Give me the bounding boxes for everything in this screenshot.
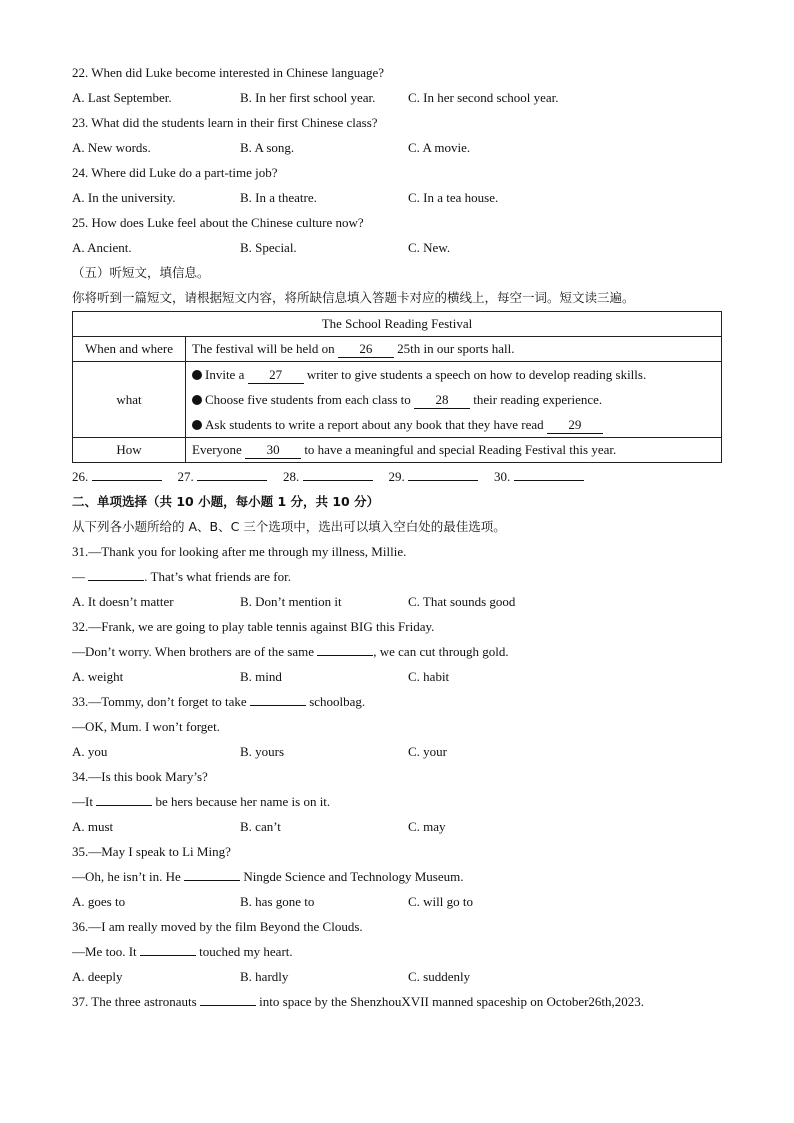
table-title: The School Reading Festival [73,312,722,337]
section-2-title: 二、单项选择（共 10 小题，每小题 1 分，共 10 分） [72,494,380,509]
option-c: C. habit [408,669,450,684]
blank [96,793,152,806]
question-37-line-1: 37. The three astronauts into space by the ShenzhouXVII manned spaceship on October26th,2023. [72,994,645,1009]
section-5-title: （五）听短文，填信息。 [72,265,210,280]
option-c: C. suddenly [408,969,471,984]
row-how-content: Everyone 30 to have a meaningful and special Reading Festival this year. [186,438,722,463]
text: 25th in our sports hall. [397,340,515,356]
question-33-options [72,739,722,764]
option-b: B. hardly [240,969,289,984]
option-c: C. In her second school year. [408,90,559,105]
question-23-stem: 23. What did the students learn in their first Chinese class? [72,115,378,130]
option-b: B. Don’t mention it [240,594,342,609]
option-b: B. In her first school year. [240,90,376,105]
question-31-options [72,589,722,614]
question-35-options [72,889,722,914]
question-32-line-1: 32.—Frank, we are going to play table tennis against BIG this Friday. [72,619,435,634]
option-a: A. It doesn’t matter [72,594,174,609]
blank [88,568,144,581]
option-b: B. Special. [240,240,297,255]
question-34-line-1: 34.—Is this book Mary’s? [72,769,208,784]
question-25-stem: 25. How does Luke feel about the Chinese culture now? [72,215,364,230]
answer-26[interactable]: 26. [72,464,162,489]
bullet-icon [192,420,202,430]
question-36-options [72,964,722,989]
question-35-line-2: —Oh, he isn’t in. He Ningde Science and Technology Museum. [72,869,464,884]
option-b: B. has gone to [240,894,315,909]
answer-29[interactable]: 29. [389,464,479,489]
bullet-icon [192,370,202,380]
row-label-how: How [73,438,186,463]
question-35-line-1: 35.—May I speak to Li Ming? [72,844,231,859]
option-c: C. may [408,819,446,834]
option-b: B. can’t [240,819,281,834]
option-a: A. In the university. [72,190,176,205]
row-label-when-where: When and where [73,337,186,362]
option-c: C. will go to [408,894,474,909]
question-22-options [72,85,722,110]
option-b: B. A song. [240,140,295,155]
section-2-instruction: 从下列各小题所给的 A、B、C 三个选项中，选出可以填入空白处的最佳选项。 [72,519,506,534]
option-b: B. yours [240,744,285,759]
question-22-stem: 22. When did Luke become interested in Chinese language? [72,65,385,80]
question-33-line-2: —OK, Mum. I won’t forget. [72,719,220,734]
blank-29: 29 [547,417,603,434]
blank-30: 30 [245,442,301,459]
question-36-line-2: —Me too. It touched my heart. [72,944,293,959]
what-item-3: Ask students to write a report about any book that they have read 29 [192,412,715,437]
option-a: A. must [72,819,114,834]
question-31-line-2: — . That’s what friends are for. [72,569,291,584]
option-c: C. A movie. [408,140,471,155]
option-c: C. your [408,744,447,759]
row-what-content [186,362,722,438]
what-item-1: Invite a 27 writer to give students a speech on how to develop reading skills. [192,362,715,387]
question-31-line-1: 31.—Thank you for looking after me through my illness, Millie. [72,544,407,559]
option-a: A. weight [72,669,124,684]
question-32-options [72,664,722,689]
question-36-line-1: 36.—I am really moved by the film Beyond the Clouds. [72,919,363,934]
option-c: C. New. [408,240,451,255]
what-item-2: Choose five students from each class to 28 their reading experience. [192,387,715,412]
option-a: A. deeply [72,969,123,984]
question-34-line-2: —It be hers because her name is on it. [72,794,331,809]
bullet-icon [192,395,202,405]
blank [317,643,373,656]
option-a: A. New words. [72,140,151,155]
blank-28: 28 [414,392,470,409]
option-a: A. goes to [72,894,126,909]
blank [140,943,196,956]
option-a: A. you [72,744,108,759]
question-23-options [72,135,722,160]
option-a: A. Last September. [72,90,172,105]
answer-28[interactable]: 28. [283,464,373,489]
option-b: B. mind [240,669,282,684]
question-34-options [72,814,722,839]
reading-festival-table [72,311,722,463]
answer-30[interactable]: 30. [494,464,584,489]
question-32-line-2: —Don’t worry. When brothers are of the same , we can cut through gold. [72,644,509,659]
section-5-instruction: 你将听到一篇短文，请根据短文内容，将所缺信息填入答题卡对应的横线上，每空一词。短文读三遍。 [72,290,635,305]
question-33-line-1: 33.—Tommy, don’t forget to take schoolbag. [72,694,366,709]
option-a: A. Ancient. [72,240,132,255]
answer-lines [72,464,722,489]
exam-page [72,60,722,1014]
text: The festival will be held on [192,340,335,356]
blank [250,693,306,706]
question-25-options [72,235,722,260]
answer-27[interactable]: 27. [178,464,268,489]
option-c: C. That sounds good [408,594,516,609]
option-b: B. In a theatre. [240,190,317,205]
row-label-what: what [73,362,186,438]
blank-27: 27 [248,367,304,384]
question-24-options [72,185,722,210]
blank-26: 26 [338,341,394,358]
row-when-where-content [186,337,722,362]
blank [200,993,256,1006]
option-c: C. In a tea house. [408,190,499,205]
blank [184,868,240,881]
question-24-stem: 24. Where did Luke do a part-time job? [72,165,278,180]
